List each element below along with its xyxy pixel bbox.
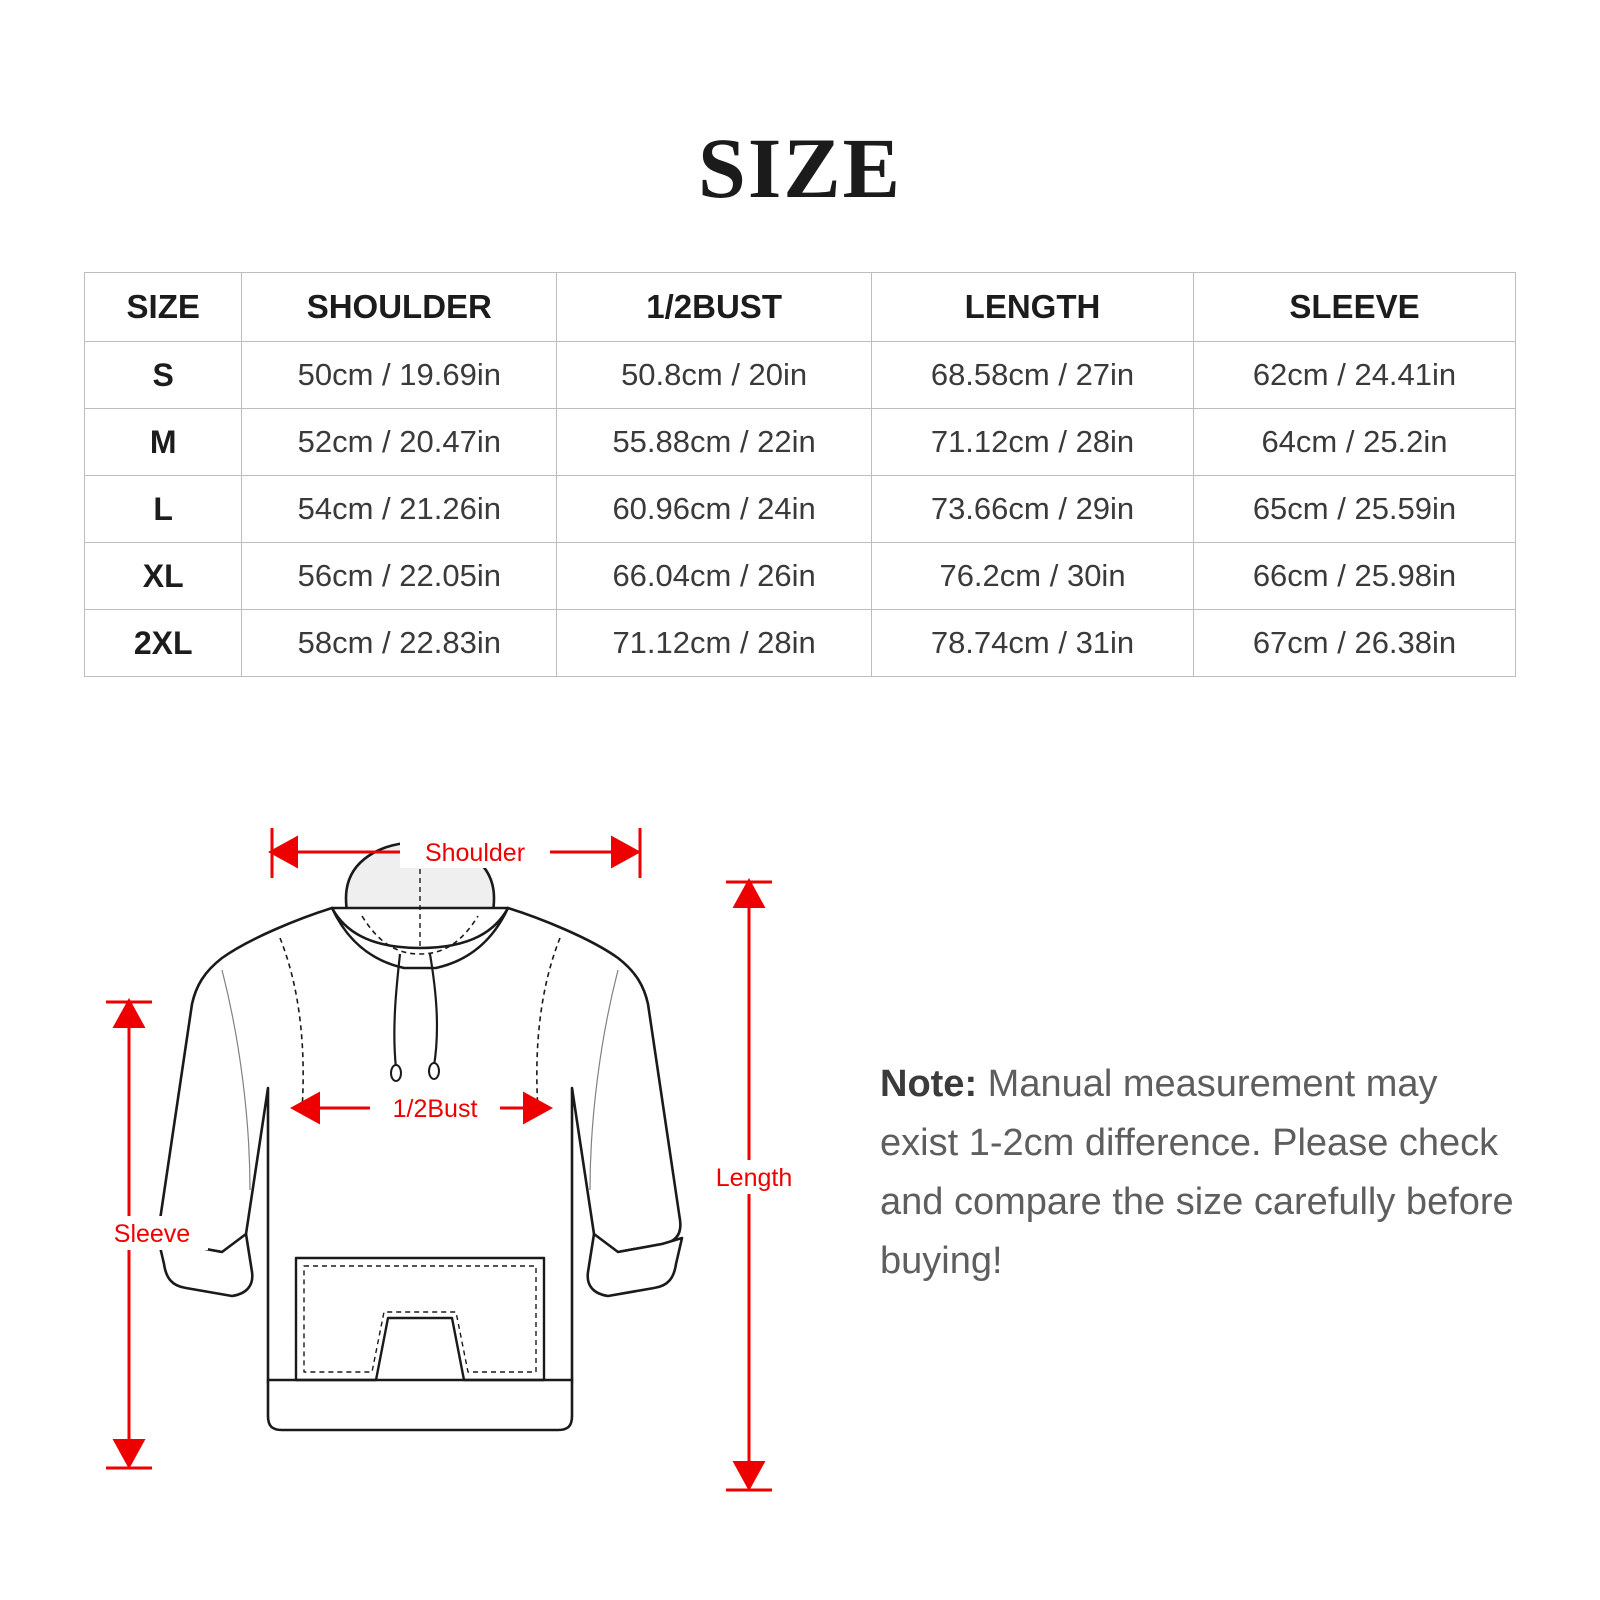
page-title: SIZE	[697, 120, 903, 216]
shoulder-label: Shoulder	[424, 839, 526, 867]
cell-bust: 50.8cm / 20in	[557, 342, 872, 409]
table-row	[85, 342, 1516, 409]
table-header-row	[85, 273, 1516, 342]
cell-shoulder: 58cm / 22.83in	[242, 610, 557, 677]
column-header-sleeve: SLEEVE	[1194, 273, 1516, 342]
cell-size: 2XL	[85, 610, 242, 677]
cell-size: S	[85, 342, 242, 409]
measurement-note	[880, 1055, 1520, 1291]
column-header-size: SIZE	[85, 273, 242, 342]
cell-size: XL	[85, 543, 242, 610]
cell-size: L	[85, 476, 242, 543]
bust-label: 1/2Bust	[392, 1095, 478, 1123]
cell-length: 76.2cm / 30in	[872, 543, 1194, 610]
hoodie-illustration	[158, 842, 682, 1430]
cell-bust: 60.96cm / 24in	[557, 476, 872, 543]
cell-bust: 55.88cm / 22in	[557, 409, 872, 476]
cell-shoulder: 54cm / 21.26in	[242, 476, 557, 543]
table-row	[85, 476, 1516, 543]
cell-sleeve: 62cm / 24.41in	[1194, 342, 1516, 409]
table-row	[85, 543, 1516, 610]
cell-sleeve: 66cm / 25.98in	[1194, 543, 1516, 610]
column-header-bust: 1/2BUST	[557, 273, 872, 342]
cell-shoulder: 52cm / 20.47in	[242, 409, 557, 476]
cell-length: 73.66cm / 29in	[872, 476, 1194, 543]
note-text: Manual measurement may exist 1-2cm difference. Please check and compare the size carefully before buying!	[880, 1063, 1514, 1282]
size-chart-table	[84, 272, 1516, 677]
cell-length: 68.58cm / 27in	[872, 342, 1194, 409]
cell-shoulder: 50cm / 19.69in	[242, 342, 557, 409]
measurement-diagram	[100, 820, 860, 1520]
cell-length: 71.12cm / 28in	[872, 409, 1194, 476]
cell-bust: 66.04cm / 26in	[557, 543, 872, 610]
length-label: Length	[715, 1164, 793, 1192]
table-row	[85, 610, 1516, 677]
cell-bust: 71.12cm / 28in	[557, 610, 872, 677]
table-row	[85, 409, 1516, 476]
cell-sleeve: 67cm / 26.38in	[1194, 610, 1516, 677]
cell-length: 78.74cm / 31in	[872, 610, 1194, 677]
column-header-length: LENGTH	[872, 273, 1194, 342]
cell-sleeve: 65cm / 25.59in	[1194, 476, 1516, 543]
cell-sleeve: 64cm / 25.2in	[1194, 409, 1516, 476]
cell-size: M	[85, 409, 242, 476]
note-prefix: Note:	[880, 1063, 978, 1105]
column-header-shoulder: SHOULDER	[242, 273, 557, 342]
cell-shoulder: 56cm / 22.05in	[242, 543, 557, 610]
size-chart-table-container	[84, 272, 1516, 677]
sleeve-label: Sleeve	[113, 1220, 191, 1248]
